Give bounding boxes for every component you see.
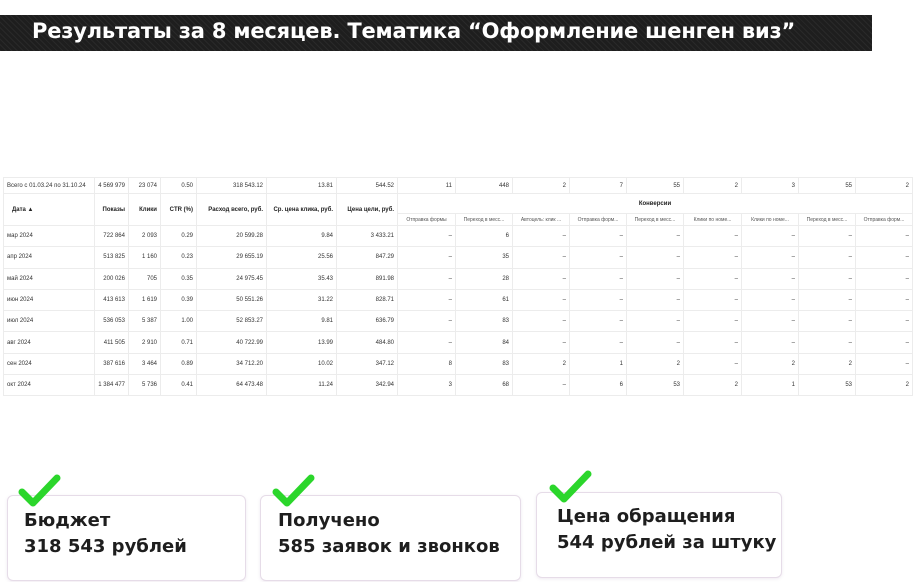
table-cell: – [570, 226, 627, 247]
table-cell: – [684, 226, 742, 247]
table-cell: 1 [742, 375, 799, 396]
table-cell: 536 053 [95, 311, 129, 332]
page-title: Результаты за 8 месяцев. Тематика “Оформление шенген виз” [32, 19, 796, 43]
table-cell: – [684, 311, 742, 332]
table-cell: – [627, 247, 684, 268]
column-header: Цена цели, руб. [337, 194, 398, 226]
table-cell: 6 [456, 226, 513, 247]
date-cell: мар 2024 [4, 226, 95, 247]
checkmark-icon [18, 474, 62, 510]
table-cell: – [856, 268, 913, 289]
table-cell: 40 722.99 [197, 332, 267, 353]
table-cell: 347.12 [337, 353, 398, 374]
table-cell: – [742, 311, 799, 332]
table-row [4, 353, 913, 374]
table-cell: 411 505 [95, 332, 129, 353]
table-cell: 387 616 [95, 353, 129, 374]
table-cell: 1 384 477 [95, 375, 129, 396]
table-cell: – [742, 289, 799, 310]
table-cell: 28 [456, 268, 513, 289]
column-header: Клики [129, 194, 161, 226]
table-cell: 50 551.26 [197, 289, 267, 310]
table-row [4, 311, 913, 332]
table-cell: 3 464 [129, 353, 161, 374]
table-cell: – [398, 289, 456, 310]
conversion-subheader: Отправка форм... [856, 214, 913, 226]
table-cell: 1.00 [161, 311, 197, 332]
table-cell: – [570, 289, 627, 310]
table-cell: 31.22 [267, 289, 337, 310]
cost-per-lead-value: 544 рублей за штуку [557, 532, 777, 553]
table-cell: – [856, 289, 913, 310]
table-cell: 413 613 [95, 289, 129, 310]
total-cell: 3 [742, 178, 799, 194]
table-row [4, 247, 913, 268]
table-cell: – [684, 268, 742, 289]
table-cell: 52 853.27 [197, 311, 267, 332]
conversion-subheader: Переход в месс... [799, 214, 856, 226]
table-cell: – [513, 375, 570, 396]
table-cell: – [627, 311, 684, 332]
table-cell: 1 160 [129, 247, 161, 268]
leads-label: Получено [278, 510, 380, 531]
table-cell: 1 619 [129, 289, 161, 310]
table-cell: 847.29 [337, 247, 398, 268]
date-cell: окт 2024 [4, 375, 95, 396]
table-cell: – [799, 247, 856, 268]
table-cell: 13.99 [267, 332, 337, 353]
table-cell: 61 [456, 289, 513, 310]
report-table [3, 177, 913, 396]
table-cell: – [513, 268, 570, 289]
total-cell: 0.50 [161, 178, 197, 194]
table-cell: 0.29 [161, 226, 197, 247]
table-cell: 2 [742, 353, 799, 374]
table-cell: – [627, 226, 684, 247]
checkmark-icon [549, 470, 593, 506]
table-cell: – [742, 332, 799, 353]
table-cell: – [742, 226, 799, 247]
conversion-subheader: Переход в месс... [456, 214, 513, 226]
table-cell: 35.43 [267, 268, 337, 289]
table-cell: 2 [513, 353, 570, 374]
table-cell: – [856, 226, 913, 247]
table-cell: 200 026 [95, 268, 129, 289]
table-cell: – [856, 311, 913, 332]
conversions-header: Конверсии [398, 194, 913, 214]
conversion-subheader: Автоцель: клик ... [513, 214, 570, 226]
table-cell: 9.81 [267, 311, 337, 332]
table-cell: – [570, 311, 627, 332]
total-cell: 4 569 979 [95, 178, 129, 194]
table-cell: 53 [799, 375, 856, 396]
budget-card-text [24, 508, 187, 560]
total-cell: 11 [398, 178, 456, 194]
table-cell: – [799, 332, 856, 353]
total-cell: 448 [456, 178, 513, 194]
table-cell: 25.56 [267, 247, 337, 268]
table-cell: – [513, 226, 570, 247]
total-cell: 55 [627, 178, 684, 194]
table-cell: 1 [570, 353, 627, 374]
table-cell: 342.94 [337, 375, 398, 396]
table-cell: – [742, 268, 799, 289]
table-cell: 0.23 [161, 247, 197, 268]
table-cell: 636.79 [337, 311, 398, 332]
table-row [4, 332, 913, 353]
table-cell: 9.84 [267, 226, 337, 247]
table-cell: 11.24 [267, 375, 337, 396]
table-cell: – [856, 332, 913, 353]
table-row [4, 289, 913, 310]
table-cell: 484.80 [337, 332, 398, 353]
table-cell: – [570, 268, 627, 289]
table-cell: 513 825 [95, 247, 129, 268]
table-cell: 891.98 [337, 268, 398, 289]
table-row [4, 226, 913, 247]
table-cell: – [799, 226, 856, 247]
total-cell: 2 [513, 178, 570, 194]
leads-value: 585 заявок и звонков [278, 536, 500, 557]
conversion-subheader: Клики по номе... [742, 214, 799, 226]
column-header: Показы [95, 194, 129, 226]
table-cell: – [513, 332, 570, 353]
table-cell: 0.41 [161, 375, 197, 396]
table-cell: – [684, 353, 742, 374]
total-row [4, 178, 913, 194]
table-cell: 68 [456, 375, 513, 396]
column-header: Расход всего, руб. [197, 194, 267, 226]
table-cell: 722 864 [95, 226, 129, 247]
checkmark-icon [272, 474, 316, 510]
total-cell: 13.81 [267, 178, 337, 194]
column-header: CTR (%) [161, 194, 197, 226]
table-cell: – [742, 247, 799, 268]
table-cell: 5 387 [129, 311, 161, 332]
table-cell: 2 910 [129, 332, 161, 353]
table-cell: 29 655.19 [197, 247, 267, 268]
total-cell: 544.52 [337, 178, 398, 194]
cost-per-lead-label: Цена обращения [557, 506, 736, 527]
table-cell: 10.02 [267, 353, 337, 374]
table-cell: 20 599.28 [197, 226, 267, 247]
total-cell: 23 074 [129, 178, 161, 194]
conversion-subheader: Переход в месс... [627, 214, 684, 226]
date-cell: авг 2024 [4, 332, 95, 353]
table-cell: 24 975.45 [197, 268, 267, 289]
table-cell: 2 [856, 375, 913, 396]
cost-per-lead-card-text [557, 504, 776, 556]
table-row [4, 268, 913, 289]
total-cell: 2 [684, 178, 742, 194]
date-cell: сен 2024 [4, 353, 95, 374]
table-row [4, 375, 913, 396]
table-cell: 83 [456, 353, 513, 374]
table-cell: – [799, 311, 856, 332]
table-cell: 0.71 [161, 332, 197, 353]
table-cell: 705 [129, 268, 161, 289]
table-cell: – [398, 226, 456, 247]
table-cell: – [684, 332, 742, 353]
date-cell: июн 2024 [4, 289, 95, 310]
table-cell: – [398, 247, 456, 268]
table-cell: – [627, 332, 684, 353]
budget-value: 318 543 рублей [24, 536, 187, 557]
table-cell: 2 093 [129, 226, 161, 247]
conversion-subheader: Клики по номе... [684, 214, 742, 226]
date-cell: июл 2024 [4, 311, 95, 332]
table-cell: – [398, 332, 456, 353]
table-cell: 3 [398, 375, 456, 396]
table-cell: – [513, 311, 570, 332]
table-cell: 0.39 [161, 289, 197, 310]
table-cell: 53 [627, 375, 684, 396]
conversion-subheader: Отправка форм... [570, 214, 627, 226]
table-cell: 2 [799, 353, 856, 374]
table-cell: – [856, 247, 913, 268]
table-cell: – [398, 311, 456, 332]
date-cell: апр 2024 [4, 247, 95, 268]
conversion-subheader: Отправка формы [398, 214, 456, 226]
table-cell: 5 736 [129, 375, 161, 396]
table-cell: 6 [570, 375, 627, 396]
table-cell: – [684, 289, 742, 310]
table-cell: – [627, 289, 684, 310]
budget-label: Бюджет [24, 510, 111, 531]
sort-date-header[interactable]: Дата ▲ [4, 194, 95, 226]
column-header: Ср. цена клика, руб. [267, 194, 337, 226]
table-cell: – [856, 353, 913, 374]
table-cell: – [570, 332, 627, 353]
table-cell: 34 712.20 [197, 353, 267, 374]
total-cell: 2 [856, 178, 913, 194]
total-cell: 55 [799, 178, 856, 194]
table-cell: 35 [456, 247, 513, 268]
table-cell: – [513, 289, 570, 310]
table-cell: – [513, 247, 570, 268]
table-cell: 2 [627, 353, 684, 374]
table-cell: 3 433.21 [337, 226, 398, 247]
table-cell: 8 [398, 353, 456, 374]
leads-card-text [278, 508, 500, 560]
total-cell: 7 [570, 178, 627, 194]
table-cell: 83 [456, 311, 513, 332]
table-cell: 2 [684, 375, 742, 396]
table-cell: – [799, 268, 856, 289]
header-row [4, 194, 913, 214]
title-banner [0, 15, 872, 51]
table-cell: 0.89 [161, 353, 197, 374]
date-cell: май 2024 [4, 268, 95, 289]
total-cell: Всего с 01.03.24 по 31.10.24 [4, 178, 95, 194]
table-cell: – [398, 268, 456, 289]
total-cell: 318 543.12 [197, 178, 267, 194]
table-cell: 84 [456, 332, 513, 353]
table-cell: – [627, 268, 684, 289]
table-cell: – [570, 247, 627, 268]
table-cell: 828.71 [337, 289, 398, 310]
table-cell: – [684, 247, 742, 268]
table-cell: 64 473.48 [197, 375, 267, 396]
table-cell: – [799, 289, 856, 310]
table-cell: 0.35 [161, 268, 197, 289]
